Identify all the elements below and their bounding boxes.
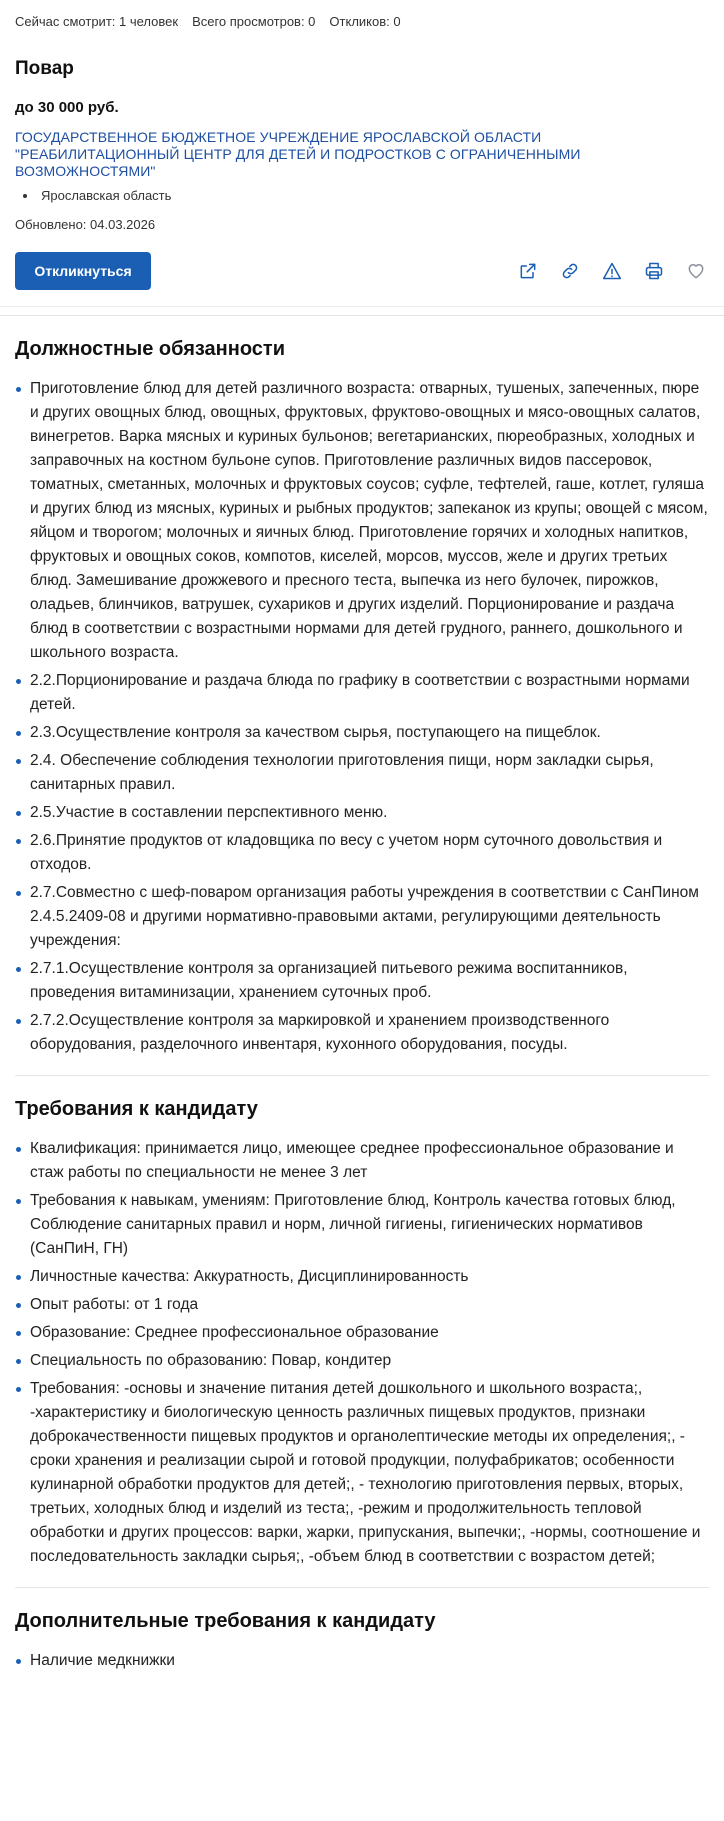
vacancy-content <box>0 316 724 1673</box>
list-item: 2.7.Совместно с шеф-поваром организация работы учреждения в соответствии с СанПином 2.4.5.2409-08 и другими нормативно-правовыми актами, регулирующими деятельность учреждения: <box>15 881 709 953</box>
vacancy-header <box>0 0 724 290</box>
list-item: Образование: Среднее профессиональное образование <box>15 1321 709 1345</box>
view-stats <box>15 14 709 32</box>
requirements-list <box>15 1137 709 1569</box>
duties-section <box>15 316 709 1057</box>
list-item: Квалификация: принимается лицо, имеющее среднее профессиональное образование и стаж работы по специальности не менее 3 лет <box>15 1137 709 1185</box>
duties-list <box>15 377 709 1057</box>
responses-count: Откликов: 0 <box>329 14 401 29</box>
list-item: Опыт работы: от 1 года <box>15 1293 709 1317</box>
list-item: 2.7.2.Осуществление контроля за маркировкой и хранением производственного оборудования, разделочного инвентаря, кухонного оборудования, посуды. <box>15 1009 709 1057</box>
header-divider <box>0 290 724 316</box>
requirements-heading: Требования к кандидату <box>15 1098 258 1120</box>
list-item: 2.3.Осуществление контроля за качеством сырья, поступающего на пищеблок. <box>15 721 709 745</box>
duties-heading: Должностные обязанности <box>15 338 285 360</box>
header-divider-inner <box>0 290 724 307</box>
list-item: Приготовление блюд для детей различного возраста: отварных, тушеных, запеченных, пюре и других овощных блюд, овощных, фруктовых, фруктово-овощных и мясо-овощных салатов, винегретов. Варка мясных и куриных бульонов; вегетарианских, пюреобразных, холодных и заправочных на костном бульоне супов. Приготовление различных видов пассеровок, томатных, сметанных, молочных и фруктовых соусов; суфле, тефтелей, гаше, котлет, гуляша и других блюд из мясных, куриных и рыбных продуктов; запеканок из крупы; овощей с мясом, яйцом и творогом; молочных и яичных блюд. Приготовление горячих и холодных напитков, фруктовых и овощных соков, компотов, киселей, морсов, муссов, желе и других третьих блюд. Замешивание дрожжевого и пресного теста, выпечка из него булочек, пирожков, оладьев, блинчиков, ватрушек, сухариков и других изделий. Порционирование и раздача блюд в соответствии с возрастными нормами для детей грудного, раннего, дошкольного и школьного возраста. <box>15 377 709 665</box>
action-icons <box>517 260 709 282</box>
warning-icon[interactable] <box>601 260 623 282</box>
list-item: Личностные качества: Аккуратность, Дисциплинированность <box>15 1265 709 1289</box>
list-item: Требования: -основы и значение питания детей дошкольного и школьного возраста;, -характеристику и биологическую ценность различных пищевых продуктов, признаки доброкачественности пищевых продуктов и органолептические методы их определения;, - сроки хранения и реализации сырой и готовой продукции, полуфабрикатов; особенности кулинарной обработки продуктов для детей;, - технологию приготовления первых, вторых, третьих, холодных блюд и изделий из теста;, -режим и продолжительность тепловой обработки и других процессов: варки, жарки, припускания, выпечки;, -нормы, соотношение и последовательность закладки сырья;, -объем блюд в соответствии с возрастом детей; <box>15 1377 709 1569</box>
list-item: 2.5.Участие в составлении перспективного меню. <box>15 801 709 825</box>
respond-button[interactable]: Откликнуться <box>15 252 151 290</box>
salary: до 30 000 руб. <box>15 99 119 116</box>
viewing-now: Сейчас смотрит: 1 человек <box>15 14 179 29</box>
updated-date: Обновлено: 04.03.2026 <box>15 217 156 232</box>
external-link-icon[interactable] <box>517 260 539 282</box>
heart-icon[interactable] <box>685 260 707 282</box>
print-icon[interactable] <box>643 260 665 282</box>
link-icon[interactable] <box>559 260 581 282</box>
employer-link[interactable]: ГОСУДАРСТВЕННОЕ БЮДЖЕТНОЕ УЧРЕЖДЕНИЕ ЯРОСЛАВСКОЙ ОБЛАСТИ "РЕАБИЛИТАЦИОННЫЙ ЦЕНТР ДЛЯ ДЕТЕЙ И ПОДРОСТКОВ С ОГРАНИЧЕННЫМИ ВОЗМОЖНОСТЯМИ" <box>15 129 581 179</box>
list-item: 2.2.Порционирование и раздача блюда по графику в соответствии с возрастными нормами детей. <box>15 669 709 717</box>
list-item: Специальность по образованию: Повар, кондитер <box>15 1349 709 1373</box>
extra-requirements-list <box>15 1649 709 1673</box>
extra-requirements-section <box>15 1588 709 1673</box>
list-item: 2.4. Обеспечение соблюдения технологии приготовления пищи, норм закладки сырья, санитарных правил. <box>15 749 709 797</box>
list-item: 2.7.1.Осуществление контроля за организацией питьевого режима воспитанников, проведения витаминизации, хранением суточных проб. <box>15 957 709 1005</box>
extra-requirements-heading: Дополнительные требования к кандидату <box>15 1610 436 1632</box>
region <box>15 188 709 203</box>
list-item: Наличие медкнижки <box>15 1649 709 1673</box>
actions-bar <box>15 252 709 290</box>
vacancy-title: Повар <box>15 58 74 79</box>
list-item: Требования к навыкам, умениям: Приготовление блюд, Контроль качества готовых блюд, Соблюдение санитарных правил и норм, личной гигиены, гигиенических нормативов (СанПиН, ГН) <box>15 1189 709 1261</box>
requirements-section <box>15 1076 709 1569</box>
region-label: Ярославская область <box>41 188 172 203</box>
bullet-icon <box>23 194 27 198</box>
list-item: 2.6.Принятие продуктов от кладовщика по весу с учетом норм суточного довольствия и отходов. <box>15 829 709 877</box>
total-views: Всего просмотров: 0 <box>192 14 316 29</box>
